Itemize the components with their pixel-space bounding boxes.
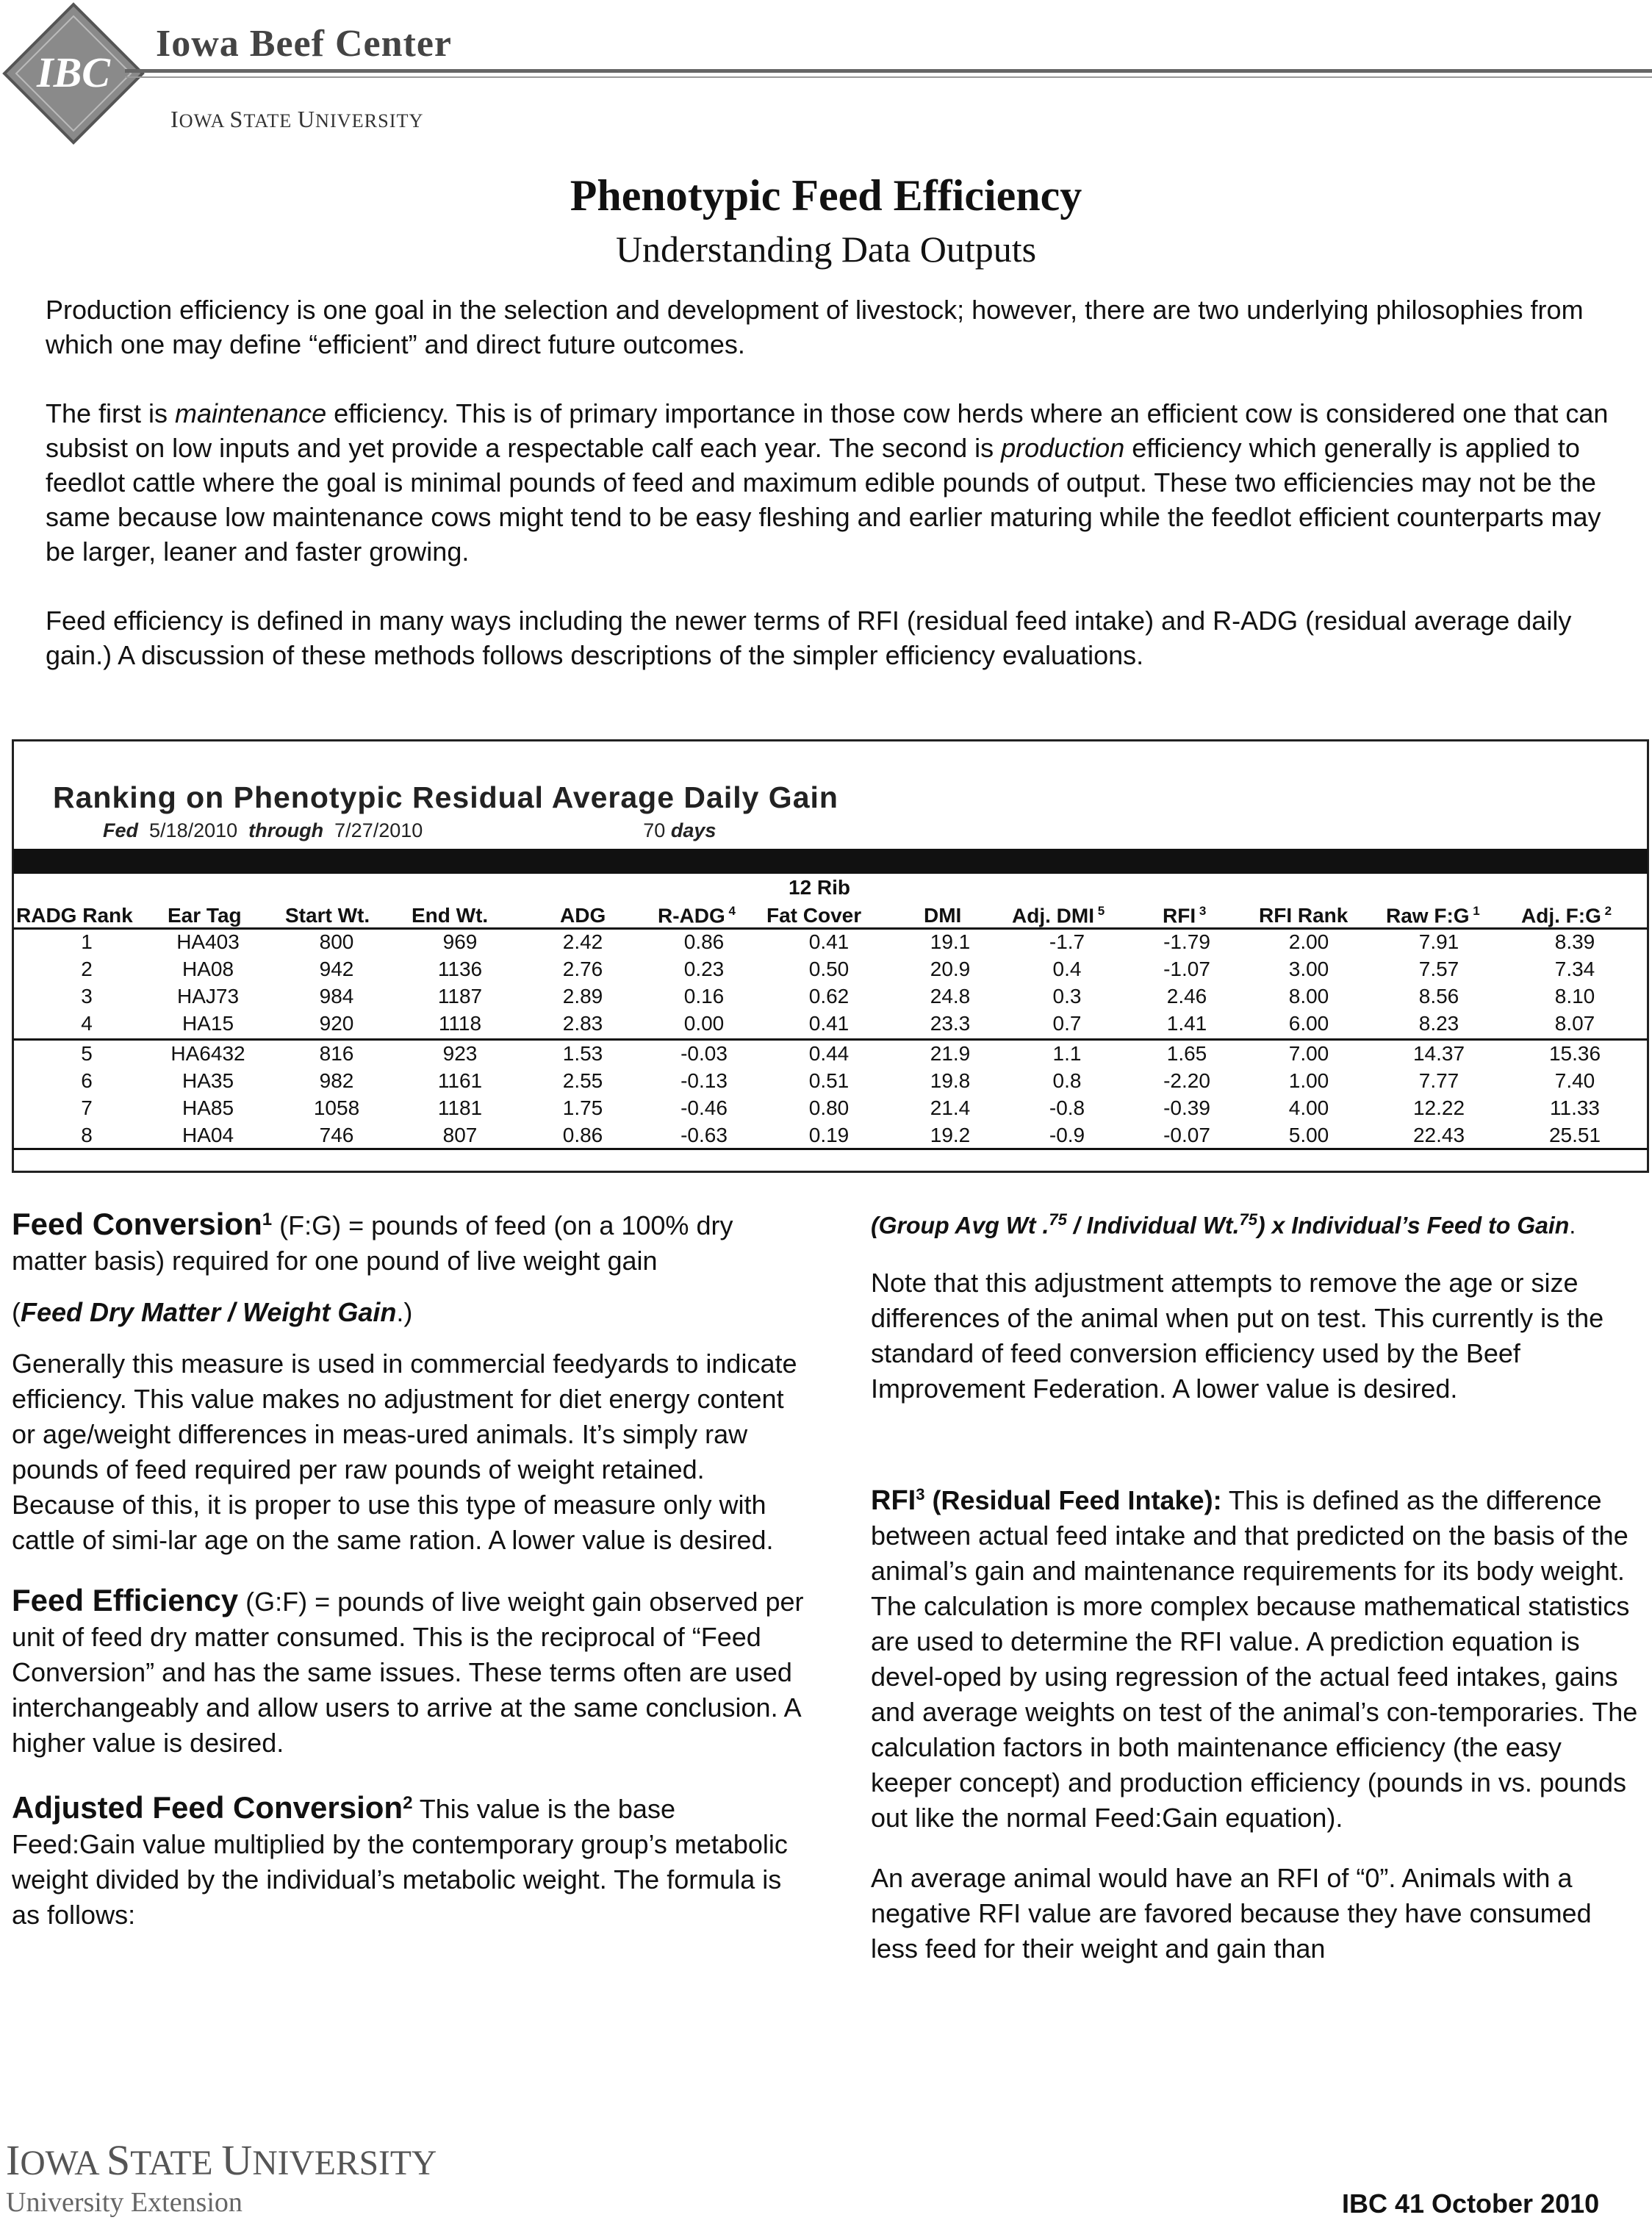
cell-ear-tag: HA85	[182, 1096, 234, 1119]
footer-university-name: IOWA STATE UNIVERSITY	[6, 2136, 437, 2184]
cell-rfi: -2.20	[1163, 1069, 1210, 1092]
cell-dmi: 24.8	[930, 985, 971, 1008]
cell-raw-fg: 7.57	[1418, 958, 1459, 980]
cell-adj-fg: 7.40	[1554, 1069, 1595, 1092]
cell-ear-tag: HA6432	[170, 1042, 245, 1065]
cell-fat-cover: 0.51	[808, 1069, 850, 1092]
cell-r-adg: 0.86	[683, 930, 725, 953]
cell-fat-cover: 0.80	[808, 1096, 850, 1119]
cell-end-wt: 1161	[437, 1069, 483, 1092]
cell-fat-cover: 0.41	[808, 1012, 850, 1035]
adjusted-fg-formula: (Group Avg Wt .$^{75}$ / Individual Wt.$^{75}$) x Individual’s Feed to Gain.	[871, 1210, 1576, 1239]
left-column	[12, 1202, 805, 1933]
cell-rfi: 1.41	[1166, 1012, 1207, 1035]
cell-adg: 0.86	[562, 1124, 603, 1146]
cell-start-wt: 920	[319, 1012, 354, 1035]
header-r-adg: R-ADG $^4$	[658, 904, 736, 927]
cell-adj-fg: 7.34	[1554, 958, 1595, 980]
cell-r-adg: 0.00	[683, 1012, 725, 1035]
cell-r-adg: 0.16	[683, 985, 725, 1008]
cell-ear-tag: HA04	[182, 1124, 234, 1146]
cell-raw-fg: 8.56	[1418, 985, 1459, 1008]
cell-rfi: -0.07	[1163, 1124, 1210, 1146]
rfi-average-note: An average animal would have an RFI of “0”. Animals with a negative RFI value are favored because they have consumed less feed for their weight and gain than	[871, 1862, 1592, 1964]
cell-fat-cover: 0.50	[808, 958, 850, 980]
header-end-wt: End Wt.	[412, 904, 489, 927]
header-rfi: RFI $^3$	[1163, 904, 1207, 927]
cell-ear-tag: HA403	[176, 930, 240, 953]
cell-adg: 2.76	[562, 958, 603, 980]
intro-paragraph-3: Feed efficiency is defined in many ways including the newer terms of RFI (residual feed intake) and R-ADG (residual average daily gain.) A discussion of these methods follows descriptions of the simpler efficiency evaluations.	[46, 606, 1572, 670]
feed-efficiency-definition: Feed Efficiency (G:F) = pounds of live weight gain observed per unit of feed dry matter consumed. This is the reciprocal of “Feed Conversion” and has the same issues. These terms often are used interchangeably and allow users to arrive at the same conclusion. A higher value is desired.	[12, 1583, 804, 1758]
cell-rfi: 2.46	[1166, 985, 1207, 1008]
cell-adj-dmi: 1.1	[1052, 1042, 1082, 1065]
cell-adj-dmi: -1.7	[1049, 930, 1085, 953]
header-adj-dmi: Adj. DMI $^5$	[1012, 904, 1105, 927]
page-subtitle: Understanding Data Outputs	[615, 229, 1037, 270]
cell-adj-dmi: 0.3	[1052, 985, 1082, 1008]
cell-adj-fg: 8.10	[1554, 985, 1595, 1008]
cell-r-adg: -0.03	[680, 1042, 728, 1065]
cell-start-wt: 942	[319, 958, 354, 980]
cell-raw-fg: 14.37	[1412, 1042, 1465, 1065]
university-name: IOWA STATE UNIVERSITY	[170, 106, 424, 132]
org-name: Iowa Beef Center	[156, 23, 452, 65]
feed-conversion-definition: Feed Conversion$^1$ (F:G) = pounds of feed (on a 100% dry matter basis) required for one pound of live weight gain	[12, 1207, 733, 1276]
cell-radg-rank: 2	[81, 958, 93, 980]
table-header-bar	[13, 849, 1648, 874]
cell-rfi-rank: 7.00	[1288, 1042, 1329, 1065]
header-fat-cover: Fat Cover	[766, 904, 862, 927]
cell-end-wt: 807	[442, 1124, 478, 1146]
cell-ear-tag: HA15	[182, 1012, 234, 1035]
cell-r-adg: 0.23	[683, 958, 725, 980]
cell-adj-fg: 25.51	[1548, 1124, 1601, 1146]
cell-raw-fg: 8.23	[1418, 1012, 1459, 1035]
cell-rfi: -1.79	[1163, 930, 1210, 953]
cell-ear-tag: HA08	[182, 958, 234, 980]
cell-adg: 1.75	[562, 1096, 603, 1119]
right-column	[871, 1202, 1642, 1967]
adjusted-feed-conversion-definition: Adjusted Feed Conversion$^2$ This value is the base Feed:Gain value multiplied by the contemporary group’s metabolic weight divided by the individual’s metabolic weight. The formula is as follows:	[12, 1790, 788, 1930]
page-title: Phenotypic Feed Efficiency	[570, 171, 1082, 220]
header-rfi-rank: RFI Rank	[1259, 904, 1348, 927]
cell-raw-fg: 22.43	[1412, 1124, 1465, 1146]
cell-rfi-rank: 5.00	[1288, 1124, 1329, 1146]
cell-rfi-rank: 4.00	[1288, 1096, 1329, 1119]
intro-section	[46, 292, 1611, 707]
cell-radg-rank: 6	[81, 1069, 93, 1092]
cell-adg: 2.55	[562, 1069, 603, 1092]
header-ear-tag: Ear Tag	[168, 904, 242, 927]
cell-radg-rank: 4	[81, 1012, 93, 1035]
header-fat-cover-top: 12 Rib	[789, 876, 851, 899]
cell-ear-tag: HA35	[182, 1069, 234, 1092]
cell-adg: 1.53	[562, 1042, 603, 1065]
publication-code: IBC 41 October 2010	[1342, 2188, 1600, 2219]
cell-r-adg: -0.13	[680, 1069, 728, 1092]
cell-start-wt: 1058	[313, 1096, 360, 1119]
cell-radg-rank: 8	[81, 1124, 93, 1146]
intro-paragraph-2: The first is maintenance efficiency. This is of primary importance in those cow herds where an efficient cow is considered one that can subsist on low inputs and yet provide a respectable calf each year. The second is production efficiency which generally is applied to feedlot cattle where the goal is minimal pounds of feed and maximum edible pounds of output. These two efficiencies may not be the same because low maintenance cows might tend to be easy fleshing and earlier maturing while the feedlot efficient counterparts may be larger, leaner and faster growing.	[46, 398, 1609, 567]
adjustment-note: Note that this adjustment attempts to remove the age or size differences of the animal when put on test. This currently is the standard of feed conversion efficiency used by the Beef Improvement Federation. A lower value is desired.	[871, 1267, 1604, 1404]
table-rule-2	[13, 1038, 1648, 1041]
cell-fat-cover: 0.41	[808, 930, 850, 953]
cell-end-wt: 923	[442, 1042, 478, 1065]
header-radg-rank: RADG Rank	[16, 904, 133, 927]
intro-paragraph-1: Production efficiency is one goal in the selection and development of livestock; however, there are two underlying philosophies from which one may define “efficient” and direct future outcomes.	[46, 295, 1584, 359]
cell-dmi: 19.1	[930, 930, 971, 953]
cell-start-wt: 816	[319, 1042, 354, 1065]
cell-fat-cover: 0.19	[808, 1124, 850, 1146]
cell-adj-dmi: -0.9	[1049, 1124, 1085, 1146]
cell-adj-dmi: 0.7	[1052, 1012, 1082, 1035]
cell-rfi-rank: 2.00	[1288, 930, 1329, 953]
footer-extension: University Extension	[6, 2187, 243, 2218]
cell-rfi: -1.07	[1163, 958, 1210, 980]
cell-raw-fg: 7.91	[1418, 930, 1459, 953]
cell-adj-dmi: 0.8	[1052, 1069, 1082, 1092]
cell-start-wt: 800	[319, 930, 354, 953]
header-adj-fg: Adj. F:G $^2$	[1521, 904, 1612, 927]
cell-dmi: 19.8	[930, 1069, 971, 1092]
cell-adj-dmi: 0.4	[1052, 958, 1082, 980]
cell-rfi-rank: 3.00	[1288, 958, 1329, 980]
cell-adj-fg: 8.07	[1554, 1012, 1595, 1035]
cell-dmi: 19.2	[930, 1124, 971, 1146]
cell-raw-fg: 7.77	[1418, 1069, 1459, 1092]
cell-adg: 2.89	[562, 985, 603, 1008]
cell-radg-rank: 7	[81, 1096, 93, 1119]
cell-rfi-rank: 6.00	[1288, 1012, 1329, 1035]
cell-ear-tag: HAJ73	[176, 985, 240, 1008]
feed-conversion-formula: (Feed Dry Matter / Weight Gain.)	[12, 1297, 413, 1327]
cell-start-wt: 746	[319, 1124, 354, 1146]
cell-raw-fg: 12.22	[1412, 1096, 1465, 1119]
cell-radg-rank: 3	[81, 985, 93, 1008]
header-raw-fg: Raw F:G $^1$	[1386, 904, 1480, 927]
cell-start-wt: 982	[319, 1069, 354, 1092]
cell-adj-fg: 8.39	[1554, 930, 1595, 953]
cell-end-wt: 1118	[438, 1012, 482, 1035]
cell-adj-fg: 11.33	[1550, 1096, 1600, 1119]
table-rule-3	[13, 1148, 1648, 1150]
cell-r-adg: -0.46	[680, 1096, 728, 1119]
cell-end-wt: 1187	[437, 985, 483, 1008]
cell-dmi: 21.4	[930, 1096, 971, 1119]
header-start-wt: Start Wt.	[285, 904, 370, 927]
cell-adg: 2.42	[562, 930, 603, 953]
header-dmi: DMI	[924, 904, 962, 927]
cell-dmi: 20.9	[930, 958, 971, 980]
cell-adj-fg: 15.36	[1548, 1042, 1601, 1065]
cell-adg: 2.83	[562, 1012, 603, 1035]
cell-radg-rank: 5	[81, 1042, 93, 1065]
rfi-definition: RFI$^3$ (Residual Feed Intake): This is defined as the difference between actual feed intake and that predicted on the basis of the animal’s gain and maintenance requirements for its body weight. The calculation is more complex because mathematical statistics are used to determine the RFI value. A prediction equation is devel-oped by using regression of the actual feed intakes, gains and average weights on test of the animal’s con-temporaries. The calculation factors in both maintenance efficiency (the easy keeper concept) and production efficiency (pounds in vs. pounds out like the normal Feed:Gain equation).	[871, 1484, 1638, 1833]
cell-dmi: 23.3	[930, 1012, 971, 1035]
cell-rfi: 1.65	[1166, 1042, 1207, 1065]
cell-fat-cover: 0.62	[808, 985, 850, 1008]
cell-fat-cover: 0.44	[808, 1042, 850, 1065]
table-title: Ranking on Phenotypic Residual Average Daily Gain	[53, 780, 838, 814]
ibc-logo	[0, 0, 147, 147]
cell-rfi: -0.39	[1163, 1096, 1210, 1119]
table-rule-1	[13, 927, 1648, 930]
cell-rfi-rank: 8.00	[1288, 985, 1329, 1008]
cell-end-wt: 969	[442, 930, 478, 953]
cell-rfi-rank: 1.00	[1288, 1069, 1329, 1092]
cell-dmi: 21.9	[930, 1042, 971, 1065]
table-date-range: Fed 5/18/2010 through 7/27/2010 70 days	[103, 819, 717, 841]
ibc-logo-text: IBC	[37, 49, 110, 96]
cell-start-wt: 984	[319, 985, 354, 1008]
header-rule-thin	[125, 76, 1652, 78]
cell-adj-dmi: -0.8	[1049, 1096, 1085, 1119]
header-adg: ADG	[560, 904, 606, 927]
feed-conversion-body: Generally this measure is used in commercial feedyards to indicate efficiency. This value makes no adjustment for diet energy content or age/weight differences in meas-ured animals. It’s simply raw pounds of feed required per raw pounds of weight retained. Because of this, it is proper to use this type of measure only with cattle of simi-lar age on the same ration. A lower value is desired.	[12, 1348, 797, 1555]
header-rule	[125, 69, 1652, 73]
cell-r-adg: -0.63	[680, 1124, 728, 1146]
cell-radg-rank: 1	[81, 930, 93, 953]
cell-end-wt: 1136	[437, 958, 483, 980]
cell-end-wt: 1181	[437, 1096, 483, 1119]
